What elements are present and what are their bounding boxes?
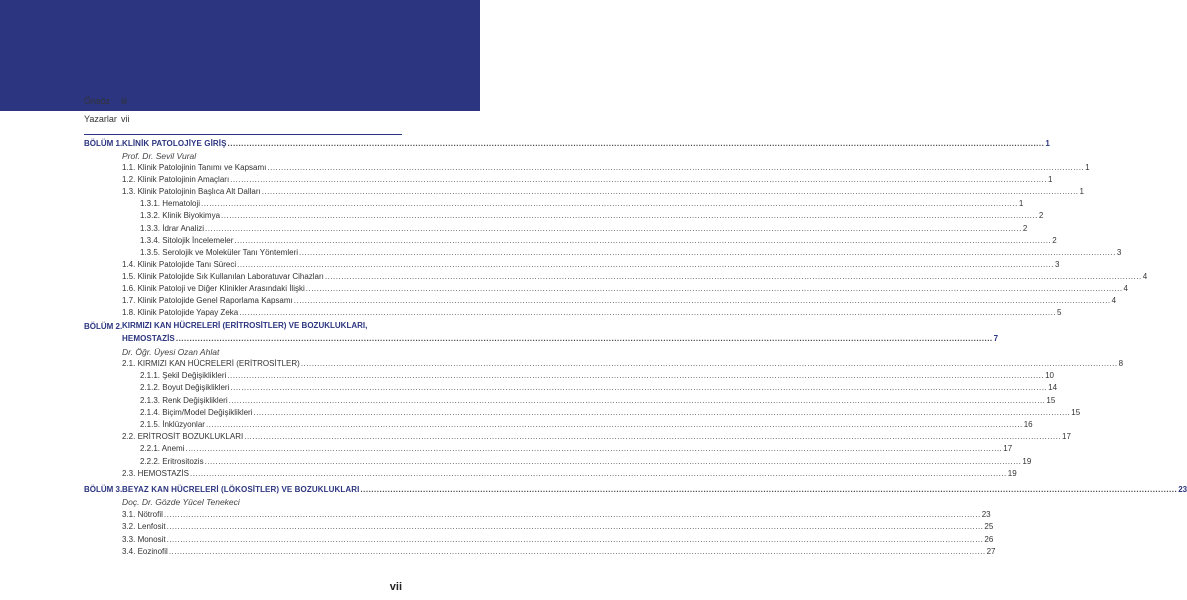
entry-page: 1 xyxy=(1085,163,1090,172)
entry-title: KLİNİK PATOLOJİYE GİRİŞ xyxy=(122,139,227,148)
toc-entry[interactable] xyxy=(140,223,1028,234)
entry-title: 2.1. KIRMIZI KAN HÜCRELERİ (ERİTROSİTLER) xyxy=(122,359,300,368)
section-title[interactable] xyxy=(122,484,1187,495)
toc-entry[interactable] xyxy=(140,382,1058,393)
entry-title: 1.4. Klinik Patolojide Tanı Süreci xyxy=(122,260,237,269)
toc-entry[interactable] xyxy=(122,174,1053,185)
entry-title: 2.3. HEMOSTAZİS xyxy=(122,469,189,478)
dot-leader: ............................................................................................................................................................................................................................................................................................................ xyxy=(244,432,1062,441)
dot-leader: ............................................................................................................................................................................................................................................................................................................ xyxy=(230,175,1047,184)
toc-entry[interactable] xyxy=(122,259,1060,270)
dot-leader: ............................................................................................................................................................................................................................................................................................................ xyxy=(205,224,1022,233)
entry-title: 1.3.1. Hematoloji xyxy=(140,199,201,208)
toc-entry[interactable] xyxy=(140,198,1024,209)
entry-title: 1.6. Klinik Patoloji ve Diğer Klinikler Arasındaki İlişki xyxy=(122,284,305,293)
dot-leader: ............................................................................................................................................................................................................................................................................................................ xyxy=(300,359,1118,368)
entry-title: 3.3. Monosit xyxy=(122,535,166,544)
dot-leader: ............................................................................................................................................................................................................................................................................................................ xyxy=(228,396,1046,405)
entry-title: 2.2.2. Eritrositozis xyxy=(140,457,204,466)
entry-page: 14 xyxy=(1048,383,1058,392)
section-author: Doç. Dr. Gözde Yücel Tenekeci xyxy=(122,497,240,507)
section-title[interactable] xyxy=(122,138,1050,149)
toc-entry[interactable] xyxy=(122,186,1084,197)
dot-leader: ............................................................................................................................................................................................................................................................................................................ xyxy=(205,420,1023,429)
front-matter-page: iii xyxy=(121,96,127,106)
entry-title: 1.3. Klinik Patolojinin Başlıca Alt Dalları xyxy=(122,187,261,196)
toc-entry[interactable] xyxy=(122,534,994,545)
entry-page: 2 xyxy=(1052,236,1057,245)
entry-title: 2.1.3. Renk Değişiklikleri xyxy=(140,396,228,405)
dot-leader: ............................................................................................................................................................................................................................................................................................................ xyxy=(163,510,981,519)
entry-page: 17 xyxy=(1062,432,1071,441)
dot-leader: ............................................................................................................................................................................................................................................................................................................ xyxy=(267,163,1085,172)
toc-entry[interactable] xyxy=(140,443,1013,454)
toc-entry[interactable] xyxy=(122,271,1148,282)
front-matter-label: Önsöz xyxy=(84,96,111,106)
entry-title: 1.7. Klinik Patolojide Genel Raporlama Kapsamı xyxy=(122,296,293,305)
dot-leader: ............................................................................................................................................................................................................................................................................................................ xyxy=(299,248,1116,257)
entry-page: 1 xyxy=(1079,187,1084,196)
section-number: BÖLÜM 1. xyxy=(84,139,123,148)
dot-leader: ............................................................................................................................................................................................................................................................................................................ xyxy=(360,485,1178,494)
entry-page: 23 xyxy=(1178,485,1187,494)
entry-title: 3.2. Lenfosit xyxy=(122,522,166,531)
toc-entry[interactable] xyxy=(140,456,1032,467)
toc-entry[interactable] xyxy=(140,395,1056,406)
dot-leader: ............................................................................................................................................................................................................................................................................................................ xyxy=(324,272,1142,281)
toc-entry[interactable] xyxy=(122,521,994,532)
entry-title: 2.1.5. İnklüzyonlar xyxy=(140,420,205,429)
front-matter-label: Yazarlar xyxy=(84,114,117,124)
entry-title: 1.3.3. İdrar Analizi xyxy=(140,224,205,233)
entry-title: 1.2. Klinik Patolojinin Amaçları xyxy=(122,175,230,184)
entry-page: 19 xyxy=(1022,457,1032,466)
section-author: Prof. Dr. Sevil Vural xyxy=(122,151,197,161)
dot-leader: ............................................................................................................................................................................................................................................................................................................ xyxy=(189,469,1007,478)
entry-page: 1 xyxy=(1045,139,1050,148)
entry-title: 1.3.5. Serolojik ve Moleküler Tanı Yöntemleri xyxy=(140,248,299,257)
entry-page: 23 xyxy=(981,510,991,519)
entry-page: 4 xyxy=(1123,284,1128,293)
dot-leader: ............................................................................................................................................................................................................................................................................................................ xyxy=(175,334,993,343)
entry-page: 7 xyxy=(993,334,999,343)
entry-page: 17 xyxy=(1003,444,1013,453)
toc-entry[interactable] xyxy=(122,509,991,520)
entry-page: 1 xyxy=(1018,199,1024,208)
toc-entry[interactable] xyxy=(140,419,1033,430)
toc-entry[interactable] xyxy=(122,162,1090,173)
entry-page: 27 xyxy=(986,547,996,556)
entry-title: 1.5. Klinik Patolojide Sık Kullanılan Laboratuvar Cihazları xyxy=(122,272,324,281)
entry-page: 2 xyxy=(1022,224,1028,233)
toc-entry[interactable] xyxy=(122,468,1017,479)
entry-title: 2.1.1. Şekil Değişiklikleri xyxy=(140,371,227,380)
toc-entry[interactable] xyxy=(140,235,1057,246)
entry-page: 4 xyxy=(1111,296,1117,305)
entry-page: 25 xyxy=(984,522,994,531)
dot-leader: ............................................................................................................................................................................................................................................................................................................ xyxy=(230,383,1048,392)
entry-page: 19 xyxy=(1007,469,1017,478)
entry-title: 1.3.2. Klinik Biyokimya xyxy=(140,211,221,220)
entry-title: 1.3.4. Sitolojik İncelemeler xyxy=(140,236,234,245)
dot-leader: ............................................................................................................................................................................................................................................................................................................ xyxy=(166,522,984,531)
entry-page: 1 xyxy=(1047,175,1053,184)
page-number: vii xyxy=(389,581,402,593)
entry-title: 2.1.2. Boyut Değişiklikleri xyxy=(140,383,230,392)
entry-page: 2 xyxy=(1038,211,1044,220)
entry-page: 26 xyxy=(984,535,994,544)
page-title: İÇİNDEKİLER xyxy=(84,62,243,89)
entry-page: 15 xyxy=(1046,396,1056,405)
dot-leader: ............................................................................................................................................................................................................................................................................................................ xyxy=(237,260,1054,269)
toc-entry[interactable] xyxy=(122,358,1124,369)
entry-title: BEYAZ KAN HÜCRELERİ (LÖKOSİTLER) VE BOZUKLUKLARI xyxy=(122,485,360,494)
toc-entry[interactable] xyxy=(122,307,1062,318)
dot-leader: ............................................................................................................................................................................................................................................................................................................ xyxy=(201,199,1018,208)
front-matter-page: vii xyxy=(121,114,130,124)
toc-entry[interactable] xyxy=(140,370,1054,381)
section-title[interactable]: KIRMIZI KAN HÜCRELERİ (ERİTROSİTLER) VE BOZUKLUKLARI, xyxy=(122,321,368,330)
dot-leader: ............................................................................................................................................................................................................................................................................................................ xyxy=(168,547,986,556)
dot-leader: ............................................................................................................................................................................................................................................................................................................ xyxy=(204,457,1022,466)
section-number: BÖLÜM 2. xyxy=(84,322,123,331)
entry-title: 1.8. Klinik Patolojide Yapay Zeka xyxy=(122,308,239,317)
dot-leader: ............................................................................................................................................................................................................................................................................................................ xyxy=(227,371,1045,380)
dot-leader: ............................................................................................................................................................................................................................................................................................................ xyxy=(166,535,984,544)
entry-page: 15 xyxy=(1071,408,1081,417)
entry-title: 1.1. Klinik Patolojinin Tanımı ve Kapsamı xyxy=(122,163,267,172)
toc-entry[interactable] xyxy=(140,247,1122,258)
dot-leader: ............................................................................................................................................................................................................................................................................................................ xyxy=(305,284,1123,293)
entry-title: 3.1. Nötrofil xyxy=(122,510,163,519)
dot-leader: ............................................................................................................................................................................................................................................................................................................ xyxy=(261,187,1079,196)
entry-title: 2.2.1. Anemi xyxy=(140,444,185,453)
entry-title: 2.2. ERİTROSİT BOZUKLUKLARI xyxy=(122,432,244,441)
toc-entry[interactable] xyxy=(122,283,1128,294)
toc-entry[interactable] xyxy=(122,431,1071,442)
entry-page: 5 xyxy=(1057,308,1062,317)
section-title-continued[interactable] xyxy=(122,333,999,344)
entry-page: 3 xyxy=(1054,260,1060,269)
entry-title: 3.4. Eozinofil xyxy=(122,547,168,556)
entry-title: 2.1.4. Biçim/Model Değişiklikleri xyxy=(140,408,253,417)
dot-leader: ............................................................................................................................................................................................................................................................................................................ xyxy=(293,296,1111,305)
toc-entry[interactable] xyxy=(122,295,1117,306)
entry-page: 16 xyxy=(1023,420,1033,429)
dot-leader: ............................................................................................................................................................................................................................................................................................................ xyxy=(227,139,1045,148)
entry-page: 10 xyxy=(1045,371,1054,380)
entry-title: HEMOSTAZİS xyxy=(122,334,175,343)
section-author: Dr. Öğr. Üyesi Ozan Ahlat xyxy=(122,347,220,357)
section-number: BÖLÜM 3. xyxy=(84,485,123,494)
dot-leader: ............................................................................................................................................................................................................................................................................................................ xyxy=(185,444,1003,453)
dot-leader: ............................................................................................................................................................................................................................................................................................................ xyxy=(253,408,1071,417)
toc-entry[interactable] xyxy=(140,407,1081,418)
dot-leader: ............................................................................................................................................................................................................................................................................................................ xyxy=(239,308,1057,317)
entry-page: 4 xyxy=(1142,272,1148,281)
entry-page: 3 xyxy=(1116,248,1122,257)
toc-entry[interactable] xyxy=(140,210,1044,221)
dot-leader: ............................................................................................................................................................................................................................................................................................................ xyxy=(234,236,1052,245)
toc-entry[interactable] xyxy=(122,546,996,557)
dot-leader: ............................................................................................................................................................................................................................................................................................................ xyxy=(221,211,1038,220)
entry-page: 8 xyxy=(1118,359,1124,368)
